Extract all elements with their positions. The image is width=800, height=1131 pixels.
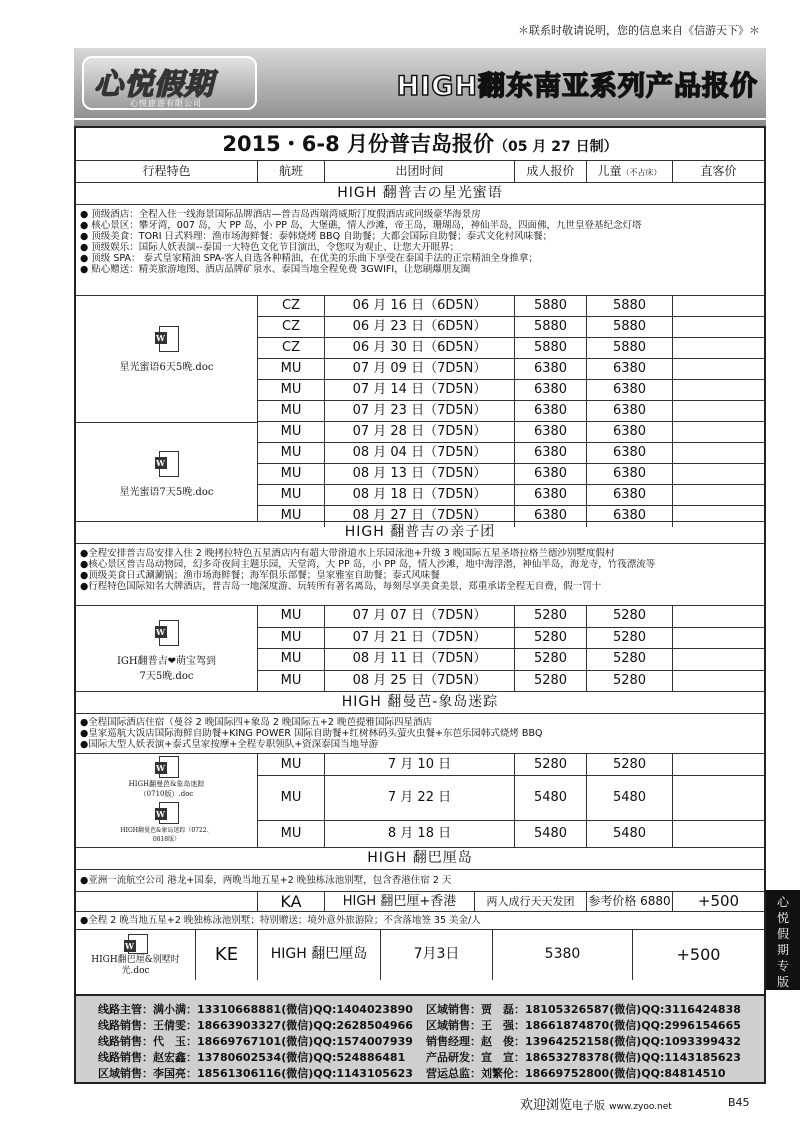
header-adult: 成人报价 xyxy=(515,161,587,182)
child-price: 6380 xyxy=(587,359,673,379)
adult-price: 6380 xyxy=(515,380,587,400)
flight-code: MU xyxy=(258,422,325,442)
direct-price xyxy=(673,821,764,848)
flight-code: MU xyxy=(258,359,325,379)
flight-code: MU xyxy=(258,776,325,820)
word-doc-icon: W xyxy=(155,802,179,824)
adult-price: 5280 xyxy=(515,628,587,649)
side-edition-tab xyxy=(766,890,800,990)
page-number: B45 xyxy=(728,1096,750,1109)
adult-price: 5280 xyxy=(515,671,587,693)
footer-welcome xyxy=(520,1094,672,1113)
edition-text: 电子版 xyxy=(572,1099,606,1112)
ka-extra: +500 xyxy=(697,892,740,910)
direct-price xyxy=(673,464,764,484)
ka-flight: KA xyxy=(258,892,325,911)
tour-row xyxy=(258,485,764,506)
sales-contact: 区域销售：贾 磊：18105326587(微信)QQ:3116424838 xyxy=(426,1003,741,1016)
departure-date: 07 月 21 日（7D5N） xyxy=(325,628,515,649)
flight-code: MU xyxy=(258,464,325,484)
ke-dates: 7月3日 xyxy=(381,930,493,980)
departure-date: 7 月 22 日 xyxy=(325,776,515,820)
departure-date: 08 月 11 日（7D5N） xyxy=(325,649,515,670)
child-price: 6380 xyxy=(587,485,673,505)
feature-line: ●国际大型人妖表演+泰式皇家按摩+全程专职领队+资深泰国当地导游 xyxy=(80,739,379,750)
section-features xyxy=(76,544,764,606)
flight-code: MU xyxy=(258,606,325,627)
adult-price: 6380 xyxy=(515,485,587,505)
side-tab-char: 心 xyxy=(776,895,789,909)
direct-price xyxy=(673,776,764,820)
tour-row xyxy=(258,649,764,671)
doc-attachment[interactable] xyxy=(76,800,258,848)
tour-row xyxy=(258,443,764,464)
ka-price: 参考价格 6880 xyxy=(587,892,673,911)
child-price: 5280 xyxy=(587,671,673,693)
direct-price xyxy=(673,628,764,649)
child-price: 6380 xyxy=(587,443,673,463)
header-child xyxy=(587,161,673,182)
doc-filename: 星光蜜语7天5晚.doc xyxy=(119,487,214,498)
flight-code: MU xyxy=(258,821,325,848)
feature-line: ● 顶级娱乐：国际人妖表演--泰国一大特色文化节目演出，令您叹为观止、让您大开眼界； xyxy=(80,242,460,253)
section-block xyxy=(76,606,764,692)
tour-row xyxy=(258,606,764,628)
section-features xyxy=(76,205,764,296)
header-date: 出团时间 xyxy=(325,161,515,182)
child-price: 5880 xyxy=(587,317,673,337)
child-price: 6380 xyxy=(587,422,673,442)
flight-code: MU xyxy=(258,380,325,400)
child-price: 6380 xyxy=(587,506,673,527)
section-block xyxy=(76,754,764,848)
tour-row xyxy=(258,359,764,380)
logo-text: 心悦假期 xyxy=(94,67,215,101)
header-banner xyxy=(74,46,766,126)
child-price: 5280 xyxy=(587,649,673,670)
feature-line: ●皇家巡航大饭店国际海鲜自助餐+KING POWER 国际自助餐+红树林码头萤火虫餐+东芭乐园韩式烧烤 BBQ xyxy=(80,728,543,739)
child-price: 5480 xyxy=(587,776,673,820)
feature-line: ● 贴心赠送：精美旅游地图、酒店品牌矿泉水、泰国当地全程免费 3GWIFI，让您刷爆朋友圈 xyxy=(80,264,471,275)
child-price: 5280 xyxy=(587,628,673,649)
direct-price xyxy=(673,649,764,670)
flight-code: MU xyxy=(258,649,325,670)
doc-attachment[interactable] xyxy=(76,930,196,980)
feature-line: ●全程 2 晚当地五星+2 晚独栋泳池别墅；特别赠送；境外意外旅游险；不含落地签 35 美金/人 xyxy=(80,915,481,926)
welcome-text: 欢迎浏览 xyxy=(520,1098,573,1113)
title-sub: （05 月 27 日制） xyxy=(494,139,618,155)
child-price: 5280 xyxy=(587,606,673,627)
tour-row xyxy=(258,776,764,821)
doc-attachment[interactable] xyxy=(76,754,258,800)
word-doc-icon: W xyxy=(155,451,179,479)
feature-line: ●亚洲一流航空公司 港龙+国泰，两晚当地五星+2 晚独栋泳池别墅，包含香港住宿 2 天 xyxy=(80,875,452,886)
departure-date: 08 月 27 日（7D5N） xyxy=(325,506,515,527)
feature-line: ● 顶级酒店：全程入住一线海景国际品牌酒店—普吉岛西瑞湾威斯汀度假酒店或同级豪华海景房 xyxy=(80,209,481,220)
feature-line: ●顶级美食日式涮涮锅；渔市场海鲜餐；海军俱乐部餐；皇家雅室自助餐；泰式风味餐 xyxy=(80,570,440,581)
feature-line: ●全程国际酒店住宿（曼谷 2 晚国际四+象岛 2 晚国际五+2 晚芭提雅国际四星酒店 xyxy=(80,717,432,728)
child-price: 5880 xyxy=(587,338,673,358)
tour-row xyxy=(258,401,764,422)
adult-price: 5280 xyxy=(515,649,587,670)
logo-subtext: 心悦旅游有限公司 xyxy=(130,99,202,108)
ke-flight: KE xyxy=(196,930,258,980)
child-price: 5880 xyxy=(587,296,673,316)
tour-row xyxy=(258,628,764,650)
departure-date: 07 月 07 日（7D5N） xyxy=(325,606,515,627)
flight-code: CZ xyxy=(258,338,325,358)
departure-date: 07 月 14 日（7D5N） xyxy=(325,380,515,400)
section-block xyxy=(76,296,764,522)
word-doc-icon: W xyxy=(155,620,179,648)
sales-contacts xyxy=(74,994,766,1084)
doc-attachment[interactable] xyxy=(76,606,258,692)
sales-contact: 线路主管：满小满：13310668881(微信)QQ:1404023890 xyxy=(98,1003,413,1016)
ke-row xyxy=(76,930,764,980)
tour-row xyxy=(258,671,764,693)
sales-contact: 营运总监：刘繁伦：18669752800(微信)QQ:84814510 xyxy=(426,1067,726,1080)
departure-date: 08 月 04 日（7D5N） xyxy=(325,443,515,463)
adult-price: 5880 xyxy=(515,317,587,337)
feature-line: ●全程安排普吉岛安排入住 2 晚拷拉特色五星酒店内有超大带滑道水上乐园泳池+升级 3 晚国际五星圣塔拉格兰德沙别墅度假村 xyxy=(80,548,615,559)
section-title: HIGH 翻曼芭-象岛迷踪 xyxy=(76,692,764,714)
flight-code: MU xyxy=(258,506,325,527)
direct-price xyxy=(673,443,764,463)
adult-price: 6380 xyxy=(515,359,587,379)
flight-code: MU xyxy=(258,485,325,505)
feature-line: ● 顶级 SPA： 泰式皇家精油 SPA-客人自选各种精油，在优美的乐曲下享受在泰国手法的正宗精油全身推拿； xyxy=(80,253,538,264)
departure-date: 08 月 13 日（7D5N） xyxy=(325,464,515,484)
sales-contact: 区域销售：王 强：18661874870(微信)QQ:2996154665 xyxy=(426,1019,741,1032)
sales-contact: 线路销售：代 玉：18669767101(微信)QQ:1574007939 xyxy=(98,1035,413,1048)
title-main: 2015・6-8 月份普吉岛报价 xyxy=(222,132,495,156)
flight-code: MU xyxy=(258,443,325,463)
ka-product: HIGH 翻巴厘+香港 xyxy=(325,892,475,911)
sales-contact: 销售经理：赵 俊：13964252158(微信)QQ:1093399432 xyxy=(426,1035,741,1048)
adult-price: 5880 xyxy=(515,296,587,316)
adult-price: 5880 xyxy=(515,338,587,358)
tour-row xyxy=(258,338,764,359)
direct-price xyxy=(673,359,764,379)
flight-code: MU xyxy=(258,401,325,421)
section-features xyxy=(76,912,764,930)
adult-price: 6380 xyxy=(515,422,587,442)
side-tab-char: 版 xyxy=(776,975,789,989)
tour-row xyxy=(258,754,764,776)
ka-dates: 两人成行天天发团 xyxy=(475,892,587,911)
section-title: HIGH 翻普吉の星光蜜语 xyxy=(76,183,764,205)
adult-price: 6380 xyxy=(515,401,587,421)
adult-price: 6380 xyxy=(515,464,587,484)
sales-contact: 线路销售：赵宏鑫：13780602534(微信)QQ:524886481 xyxy=(98,1051,406,1064)
doc-filename: IGH翻普吉❤萌宝驾到7天5晚.doc xyxy=(116,656,217,682)
departure-date: 07 月 23 日（7D5N） xyxy=(325,401,515,421)
direct-price xyxy=(673,380,764,400)
adult-price: 5480 xyxy=(515,821,587,848)
direct-price xyxy=(673,485,764,505)
direct-price xyxy=(673,754,764,775)
tour-row xyxy=(258,464,764,485)
feature-line: ●核心景区普吉岛动物园，幻多奇夜间主题乐园，天堂湾，大 PP 岛，小 PP 岛，情人沙滩，地中海浮潜，神仙半岛，海龙寺，竹筏漂流等 xyxy=(80,559,656,570)
section-features xyxy=(76,714,764,754)
flight-code: MU xyxy=(258,671,325,693)
feature-line: ● 顶级美食：TORI 日式料理：渔市场海鲜餐：泰韩烧烤 BBQ 自助餐；大都会国际自助餐；泰式文化村风味餐； xyxy=(80,231,553,242)
child-price: 6380 xyxy=(587,464,673,484)
departure-date: 08 月 25 日（7D5N） xyxy=(325,671,515,693)
child-price: 6380 xyxy=(587,401,673,421)
side-tab-char: 悦 xyxy=(776,911,789,925)
feature-line: ●行程特色国际知名大牌酒店，普吉岛一地深度游、玩转所有著名离岛，每刻尽享美食美景，郑重承诺全程无自费，假一罚十 xyxy=(80,581,602,592)
ke-product: HIGH 翻巴厘岛 xyxy=(258,930,381,980)
direct-price xyxy=(673,296,764,316)
banner-title: HIGH翻东南亚系列产品报价 xyxy=(396,71,758,102)
doc-attachment[interactable] xyxy=(76,423,258,522)
doc-filename: HIGH翻曼芭&象岛迷踪（0722、0818版） xyxy=(120,827,213,843)
direct-price xyxy=(673,671,764,693)
ka-row xyxy=(76,892,764,912)
departure-date: 06 月 16 日（6D5N） xyxy=(325,296,515,316)
tour-row xyxy=(258,422,764,443)
side-tab-char: 期 xyxy=(776,943,789,957)
word-doc-icon: W xyxy=(155,756,179,778)
tour-row xyxy=(258,317,764,338)
flight-code: CZ xyxy=(258,317,325,337)
tour-row xyxy=(258,380,764,401)
direct-price xyxy=(673,401,764,421)
sales-left-column xyxy=(98,1002,413,1082)
direct-price xyxy=(673,338,764,358)
site-url-link[interactable]: www.zyoo.net xyxy=(609,1102,672,1112)
page-title xyxy=(76,128,764,161)
doc-filename: 星光蜜语6天5晚.doc xyxy=(119,362,214,373)
doc-attachment[interactable] xyxy=(76,296,258,423)
child-price: 5480 xyxy=(587,821,673,848)
child-price: 5280 xyxy=(587,754,673,775)
price-table xyxy=(74,126,766,1054)
adult-price: 5480 xyxy=(515,776,587,820)
flight-code: MU xyxy=(258,628,325,649)
feature-line: ● 核心景区：攀牙湾，007 岛，大 PP 岛，小 PP 岛，大堡礁，情人沙滩，帝王岛，珊瑚岛，神仙半岛，四面佛，九世皇登基纪念灯塔 xyxy=(80,220,642,231)
direct-price xyxy=(673,317,764,337)
departure-date: 7 月 10 日 xyxy=(325,754,515,775)
adult-price: 5280 xyxy=(515,754,587,775)
column-headers xyxy=(76,161,764,183)
header-features: 行程特色 xyxy=(76,161,258,182)
tour-row xyxy=(258,821,764,848)
section-features xyxy=(76,870,764,892)
child-price: 6380 xyxy=(587,380,673,400)
doc-filename: HIGH翻巴厘&别墅时光.doc xyxy=(91,955,180,976)
adult-price: 6380 xyxy=(515,443,587,463)
departure-date: 07 月 28 日（7D5N） xyxy=(325,422,515,442)
word-doc-icon: W xyxy=(155,326,179,354)
adult-price: 6380 xyxy=(515,506,587,527)
departure-date: 06 月 30 日（6D5N） xyxy=(325,338,515,358)
word-doc-icon: W xyxy=(124,934,148,954)
departure-date: 8 月 18 日 xyxy=(325,821,515,848)
header-direct: 直客价 xyxy=(700,164,737,178)
side-tab-char: 专 xyxy=(776,959,789,973)
header-child-note: （不占床） xyxy=(621,168,662,177)
header-flight: 航班 xyxy=(258,161,325,182)
info-source-note: ＊联系时敬请说明，您的信息来自《信游天下》＊ xyxy=(518,24,760,37)
sales-contact: 线路销售：王倩雯：18663903327(微信)QQ:2628504966 xyxy=(98,1019,413,1032)
header-child-label: 儿童 xyxy=(597,164,622,178)
direct-price xyxy=(673,422,764,442)
section-title: HIGH 翻普吉の亲子团 xyxy=(76,522,764,544)
ke-price: 5380 xyxy=(493,930,633,980)
side-tab-char: 假 xyxy=(776,927,789,941)
direct-price xyxy=(673,606,764,627)
ke-extra: +500 xyxy=(676,945,721,964)
tour-row xyxy=(258,296,764,317)
flight-code: MU xyxy=(258,754,325,775)
departure-date: 08 月 18 日（7D5N） xyxy=(325,485,515,505)
brand-logo xyxy=(82,56,257,110)
sales-right-column xyxy=(426,1002,741,1082)
doc-filename: HIGH翻曼芭&象岛迷踪（0710版）.doc xyxy=(128,780,205,798)
banner-stripe xyxy=(74,118,766,120)
flight-code: CZ xyxy=(258,296,325,316)
departure-date: 07 月 09 日（7D5N） xyxy=(325,359,515,379)
section-title: HIGH 翻巴厘岛 xyxy=(76,848,764,870)
departure-date: 06 月 23 日（6D5N） xyxy=(325,317,515,337)
sales-contact: 产品研发：宣 宣：18653278378(微信)QQ:1143185623 xyxy=(426,1051,741,1064)
sales-contact: 区域销售：李国亮：18561306116(微信)QQ:1143105623 xyxy=(98,1067,413,1080)
adult-price: 5280 xyxy=(515,606,587,627)
